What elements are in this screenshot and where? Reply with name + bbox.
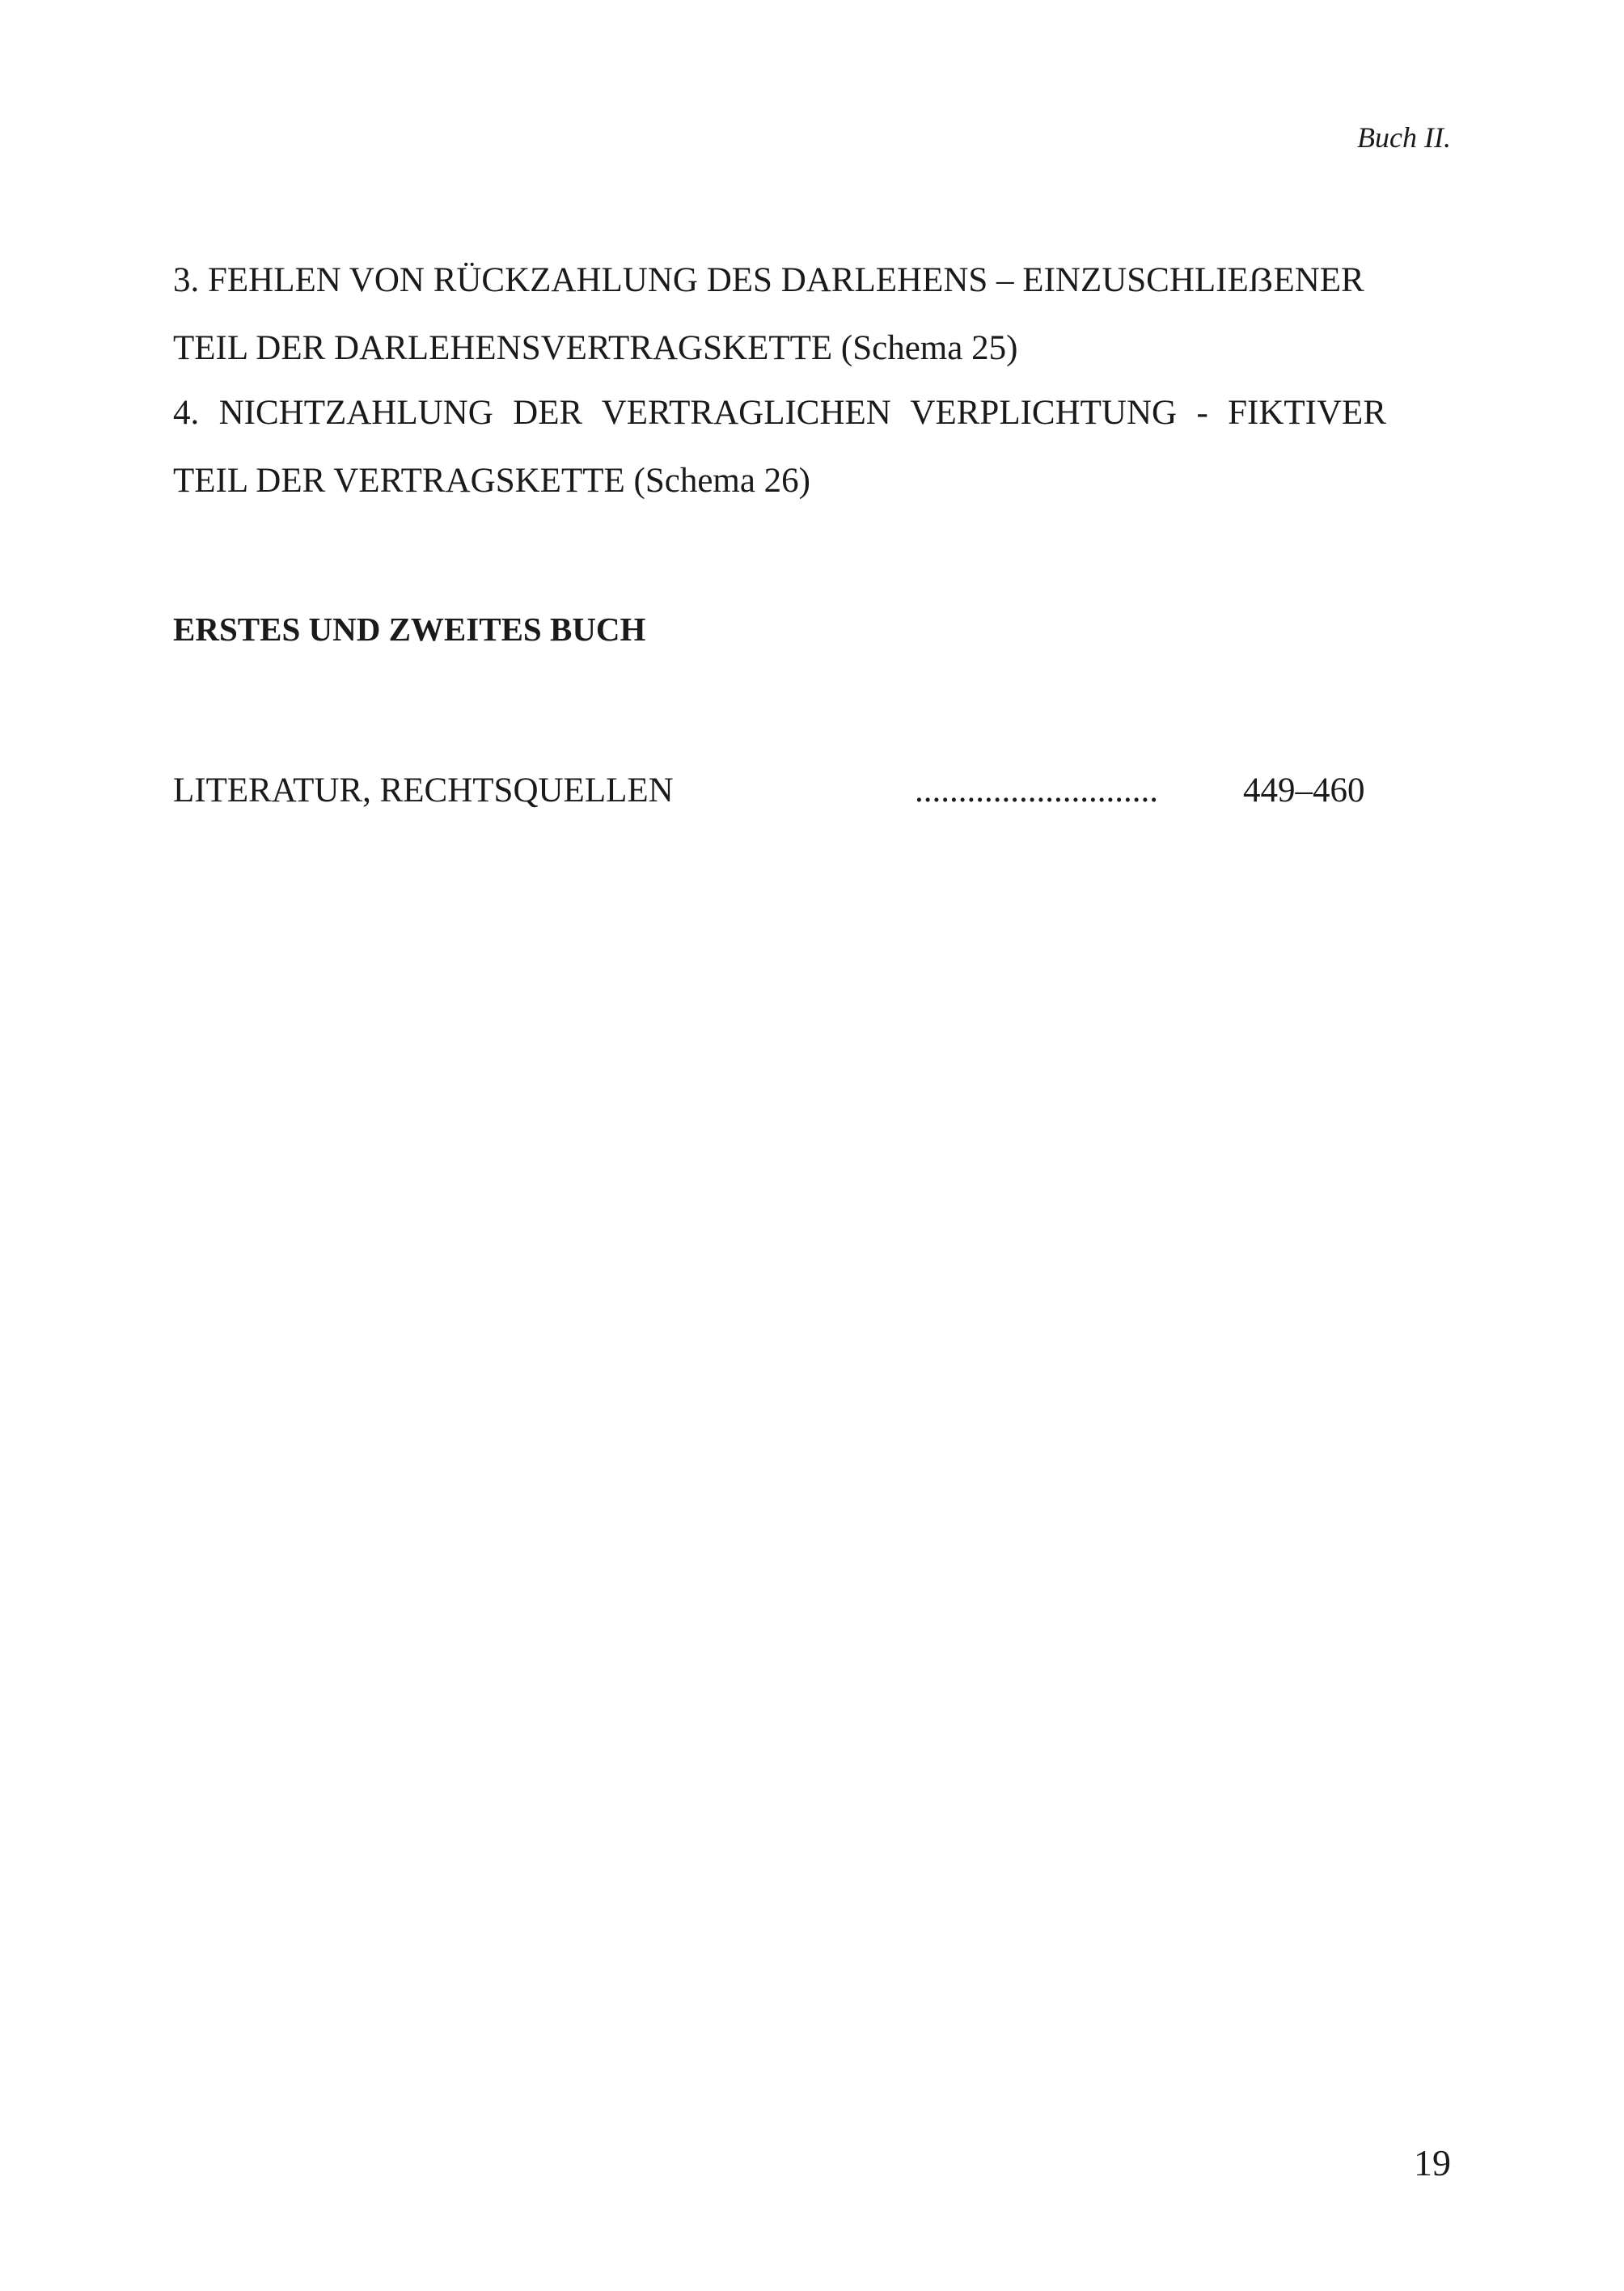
section-heading: ERSTES UND ZWEITES BUCH <box>173 611 646 648</box>
entry-3-line-1: 3. FEHLEN VON RÜCKZAHLUNG DES DARLEHENS – EINZUSCHLIEẞENER <box>173 261 1364 299</box>
entry-3-line-2: TEIL DER DARLEHENSVERTRAGSKETTE (Schema 25) <box>173 329 1018 367</box>
contents-entry-4 <box>173 379 1386 515</box>
running-header: Buch II. <box>1357 121 1451 154</box>
toc-dot-leader: ............................ <box>915 771 1158 809</box>
entry-4-line-2: TEIL DER VERTRAGSKETTE (Schema 26) <box>173 462 811 500</box>
toc-entry-literature <box>173 770 1386 812</box>
page-number: 19 <box>1414 2142 1451 2183</box>
contents-entry-3 <box>173 247 1386 383</box>
toc-page-range: 449–460 <box>1243 771 1365 809</box>
entry-4-line-1: 4. NICHTZAHLUNG DER VERTRAGLICHEN VERPLICHTUNG - FIKTIVER <box>173 394 1386 432</box>
toc-entry-title: LITERATUR, RECHTSQUELLEN <box>173 771 674 809</box>
